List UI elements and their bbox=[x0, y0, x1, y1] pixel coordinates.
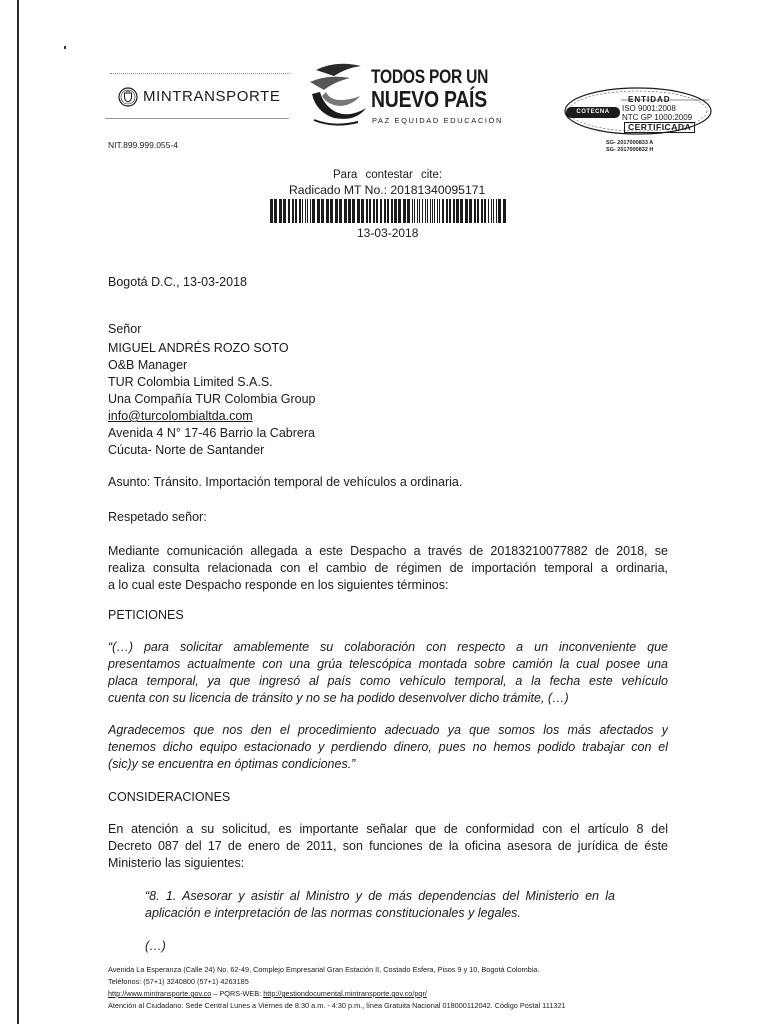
barcode-bar bbox=[449, 199, 451, 223]
barcode-bar bbox=[348, 199, 351, 223]
intro-paragraph bbox=[108, 543, 668, 594]
recipient-group: Una Compañía TUR Colombia Group bbox=[108, 392, 316, 406]
barcode-bar bbox=[456, 199, 459, 223]
barcode-bar bbox=[361, 199, 364, 223]
barcode-bar bbox=[326, 199, 329, 223]
recipient-company: TUR Colombia Limited S.A.S. bbox=[108, 375, 273, 389]
barcode-bar bbox=[335, 199, 338, 223]
place-date: Bogotá D.C., 13-03-2018 bbox=[108, 275, 247, 289]
recipient-block bbox=[108, 321, 668, 459]
considerations-line: En atención a su solicitud, es importante señalar que de conformidad con el artículo 8 del bbox=[108, 822, 668, 836]
barcode-bar bbox=[453, 199, 455, 223]
quote-line: (sic)y se encuentra en óptimas condiciones.” bbox=[108, 757, 356, 771]
barcode-bar bbox=[403, 199, 406, 223]
salutation: Respetado señor: bbox=[108, 510, 207, 524]
barcode-bar bbox=[498, 199, 501, 223]
petition-quote-1 bbox=[108, 639, 668, 707]
barcode-bar bbox=[270, 199, 273, 223]
certification-iso: ISO 9001:2008 bbox=[622, 104, 676, 113]
barcode-bar bbox=[369, 199, 371, 223]
certification-badge: COTECNA bbox=[566, 107, 620, 118]
recipient-email-link[interactable]: info@turcolombialtda.com bbox=[108, 409, 253, 423]
barcode-bar bbox=[391, 199, 393, 223]
barcode-bar bbox=[484, 199, 486, 223]
barcode-bar bbox=[384, 199, 386, 223]
barcode-bar bbox=[430, 199, 431, 223]
recipient-salutation: Señor bbox=[108, 322, 142, 336]
pqrs-link[interactable]: http://gestiondocumental.mintransporte.gov.co/pqr/ bbox=[263, 989, 427, 998]
barcode-bar bbox=[295, 199, 297, 223]
barcode-bar bbox=[442, 199, 444, 223]
quote-line: placa temporal, ya que ingresó al país como vehículo temporal, a la fecha este vehículo bbox=[108, 674, 668, 688]
barcode-bar bbox=[460, 199, 463, 223]
barcode-bar bbox=[437, 199, 438, 223]
considerations-line: Decreto 087 del 17 de enero de 2011, son funciones de la oficina asesora de jurídica de éste bbox=[108, 839, 668, 853]
barcode-bar bbox=[305, 199, 306, 223]
footer-links bbox=[108, 988, 427, 1000]
radicado-number: Radicado MT No.: 20181340095171 bbox=[289, 183, 486, 197]
quote-line: cuenta con su licencia de tránsito y no se ha podido desenvolver dicho trámite, (…) bbox=[108, 691, 569, 705]
barcode bbox=[270, 199, 506, 223]
barcode-bar bbox=[412, 199, 413, 223]
campaign-tagline: PAZ EQUIDAD EDUCACIÓN bbox=[372, 116, 503, 125]
barcode-bar bbox=[283, 199, 286, 223]
barcode-bar bbox=[491, 199, 492, 223]
barcode-bar bbox=[493, 199, 494, 223]
section-heading-consideraciones: CONSIDERACIONES bbox=[108, 790, 231, 804]
barcode-bar bbox=[299, 199, 301, 223]
barcode-bar bbox=[373, 199, 375, 223]
barcode-bar bbox=[474, 199, 476, 223]
barcode-bar bbox=[376, 199, 378, 223]
petition-quote-2 bbox=[108, 722, 668, 773]
scan-edge-line bbox=[17, 0, 19, 1024]
barcode-bar bbox=[344, 199, 347, 223]
section-heading-peticiones: PETICIONES bbox=[108, 608, 184, 622]
certification-code: SG- 2017000832 H bbox=[606, 147, 654, 153]
recipient-position: O&B Manager bbox=[108, 358, 188, 372]
campaign-slogan-line2: NUEVO PAÍS bbox=[371, 86, 487, 112]
website-link[interactable]: http://www.mintransporte.gov.co bbox=[108, 989, 212, 998]
barcode-bar bbox=[357, 199, 360, 223]
barcode-bar bbox=[488, 199, 489, 223]
barcode-bar bbox=[465, 199, 468, 223]
campaign-logo-icon bbox=[306, 60, 370, 130]
quote-line: tenemos dicho equipo estacionado y perdiendo dinero, pues no hemos podido trabajar con el bbox=[108, 740, 668, 754]
barcode-bar bbox=[310, 199, 311, 223]
barcode-bar bbox=[434, 199, 435, 223]
barcode-bar bbox=[387, 199, 389, 223]
barcode-bar bbox=[496, 199, 497, 223]
recipient-address: Avenida 4 N° 17-46 Barrio la Cabrera bbox=[108, 426, 315, 440]
intro-line: realiza consulta relacionada con el cambio de régimen de importación temporal a ordinaria, bbox=[108, 561, 668, 575]
decree-citation bbox=[145, 888, 615, 922]
barcode-bar bbox=[419, 199, 420, 223]
header-rule-top bbox=[110, 73, 290, 74]
barcode-bar bbox=[414, 199, 415, 223]
barcode-bar bbox=[432, 199, 433, 223]
coat-of-arms-icon bbox=[118, 87, 138, 107]
barcode-bar bbox=[312, 199, 315, 223]
barcode-bar bbox=[446, 199, 448, 223]
citation-line: “8. 1. Asesorar y asistir al Ministro y de más dependencias del Ministerio en la bbox=[145, 889, 615, 903]
barcode-bar bbox=[407, 199, 410, 223]
citation-ellipsis: (…) bbox=[145, 939, 166, 953]
barcode-bar bbox=[321, 199, 324, 223]
barcode-bar bbox=[503, 199, 506, 223]
barcode-bar bbox=[427, 199, 428, 223]
ministry-name: MINTRANSPORTE bbox=[143, 88, 281, 105]
considerations-paragraph bbox=[108, 821, 668, 872]
scan-speck bbox=[64, 46, 66, 49]
quote-line: presentamos actualmente con una grúa telescópica montada sobre camión la cual posee una bbox=[108, 657, 668, 671]
certification-status: CERTIFICADA bbox=[624, 122, 695, 133]
certification-code: SG- 2017000833 A bbox=[606, 140, 654, 146]
filing-date: 13-03-2018 bbox=[357, 226, 419, 240]
citation-line: aplicación e interpretación de las normas constitucionales y legales. bbox=[145, 906, 521, 920]
certification-entity: ENTIDAD bbox=[628, 95, 671, 104]
barcode-bar bbox=[339, 199, 342, 223]
barcode-bar bbox=[469, 199, 472, 223]
barcode-bar bbox=[422, 199, 423, 223]
barcode-bar bbox=[380, 199, 382, 223]
campaign-slogan-line1: TODOS POR UN bbox=[371, 67, 489, 88]
barcode-bar bbox=[425, 199, 426, 223]
footer-address: Avenida La Esperanza (Calle 24) No. 62-49, Complejo Empresarial Gran Estación II, Costado Esfera, Pisos 9 y 10, Bogotá Colombia. bbox=[108, 965, 540, 974]
recipient-city: Cúcuta- Norte de Santander bbox=[108, 443, 265, 457]
barcode-bar bbox=[292, 199, 294, 223]
considerations-line: Ministerio las siguientes: bbox=[108, 856, 245, 870]
barcode-bar bbox=[330, 199, 333, 223]
barcode-bar bbox=[302, 199, 303, 223]
header-rule-bottom bbox=[105, 118, 289, 119]
pqrs-label: – PQRS-WEB: bbox=[211, 989, 264, 998]
recipient-name: MIGUEL ANDRÉS ROZO SOTO bbox=[108, 341, 289, 355]
intro-line: Mediante comunicación allegada a este Despacho a través de 20183210077882 de 2018, se bbox=[108, 544, 668, 558]
barcode-bar bbox=[288, 199, 290, 223]
barcode-bar bbox=[439, 199, 440, 223]
subject-line: Asunto: Tránsito. Importación temporal de vehículos a ordinaria. bbox=[108, 475, 463, 489]
quote-line: Agradecemos que nos den el procedimiento adecuado ya que somos los más afectados y bbox=[108, 723, 668, 737]
nit-number: NIT.899.999.055-4 bbox=[108, 140, 178, 150]
barcode-bar bbox=[317, 199, 320, 223]
intro-line: a lo cual este Despacho responde en los siguientes términos: bbox=[108, 578, 449, 592]
barcode-bar bbox=[279, 199, 282, 223]
barcode-bar bbox=[398, 199, 401, 223]
barcode-bar bbox=[394, 199, 397, 223]
barcode-bar bbox=[481, 199, 483, 223]
barcode-bar bbox=[366, 199, 368, 223]
barcode-bar bbox=[417, 199, 418, 223]
cite-label: Para contestar cite: bbox=[333, 169, 443, 181]
barcode-bar bbox=[274, 199, 277, 223]
barcode-bar bbox=[477, 199, 479, 223]
footer-phones: Teléfonos: (57+1) 3240800 (57+1) 4263185 bbox=[108, 977, 249, 986]
barcode-bar bbox=[352, 199, 355, 223]
barcode-bar bbox=[307, 199, 308, 223]
footer-hours: Atención al Ciudadano: Sede Central Lunes a Viernes de 8:30 a.m. - 4:30 p.m., línea Gratuita Nacional 018000112042. Código Postal 111321 bbox=[108, 1001, 566, 1010]
quote-line: “(…) para solicitar amablemente su colaboración con respecto a un inconveniente que bbox=[108, 640, 668, 654]
certification-ntc: NTC GP 1000:2009 bbox=[622, 113, 693, 122]
